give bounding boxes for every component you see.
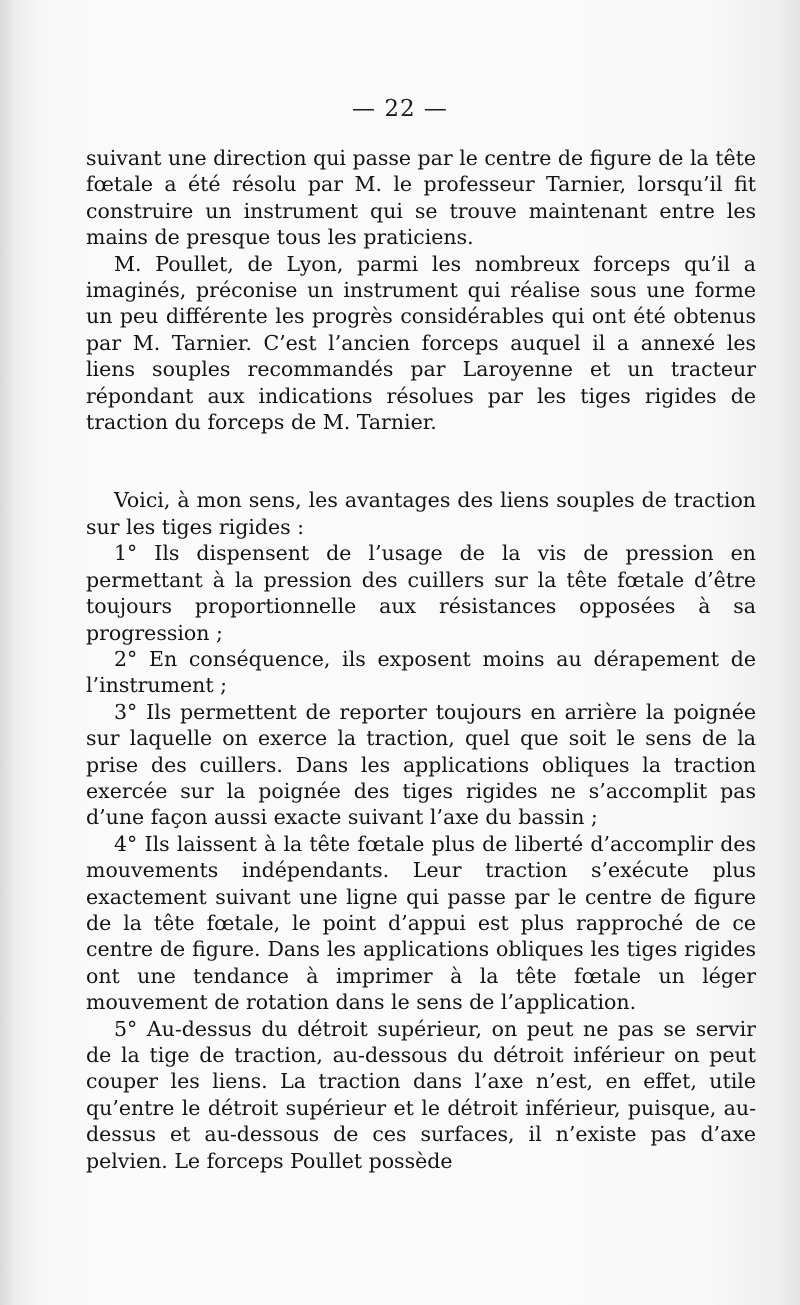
paragraph-poullet: M. Poullet, de Lyon, parmi les nombreux forceps qu’il a imaginés, préconise un instrument qui réalise sous une forme un peu différente les progrès considérables qui ont été obtenus par M. Tarnier. C’est l’ancien forceps auquel il a annexé les liens souples recommandés par Laroyenne et un tracteur répondant aux indications résolues par les tiges rigides de traction du forceps de M. Tarnier. (86, 251, 756, 435)
paragraph-continuation: suivant une direction qui passe par le centre de figure de la tête fœtale a été résolu par M. le professeur Tarnier, lorsqu’il fit construire un instrument qui se trouve maintenant entre les mains de presque tous les praticiens. (86, 146, 756, 250)
page-number: — 22 — (352, 96, 448, 122)
body-text (86, 145, 756, 1174)
paragraph-avantages: Voici, à mon sens, les avantages des liens souples de traction sur les tiges rigides : (86, 488, 756, 539)
list-item-1: 1° Ils dispensent de l’usage de la vis de pression en permettant à la pression des cuillers sur la tête fœtale d’être toujours proportionnelle aux résistances opposées à sa progression ; (86, 541, 756, 645)
list-item-2: 2° En conséquence, ils exposent moins au dérapement de l’instrument ; (86, 646, 756, 698)
list-item-4: 4° Ils laissent à la tête fœtale plus de liberté d’accomplir des mouvements indépendants. Leur traction s’exécute plus exactement suivant une ligne qui passe par le centre de figure de la tête fœtale, le point d’appui est plus rapproché de ce centre de figure. Dans les applications obliques les tiges rigides ont une tendance à imprimer à la tête fœtale un léger mouvement de rotation dans le sens de l’application. (86, 831, 756, 1015)
list-item-3: 3° Ils permettent de reporter toujours en arrière la poignée sur laquelle on exerce la traction, quel que soit le sens de la prise des cuillers. Dans les applications obliques la traction exercée sur la poignée des tiges rigides ne s’accomplit pas d’une façon aussi exacte suivant l’axe du bassin ; (86, 699, 756, 830)
list-item-5: 5° Au-dessus du détroit supérieur, on peut ne pas se servir de la tige de traction, au-dessous du détroit inférieur on peut couper les liens. La traction dans l’axe n’est, en effet, utile qu’entre le détroit supérieur et le détroit inférieur, puisque, au-dessus et au-dessous de ces surfaces, il n’existe pas d’axe pelvien. Le forceps Poullet possède (86, 1016, 756, 1173)
section-gap (86, 435, 756, 487)
